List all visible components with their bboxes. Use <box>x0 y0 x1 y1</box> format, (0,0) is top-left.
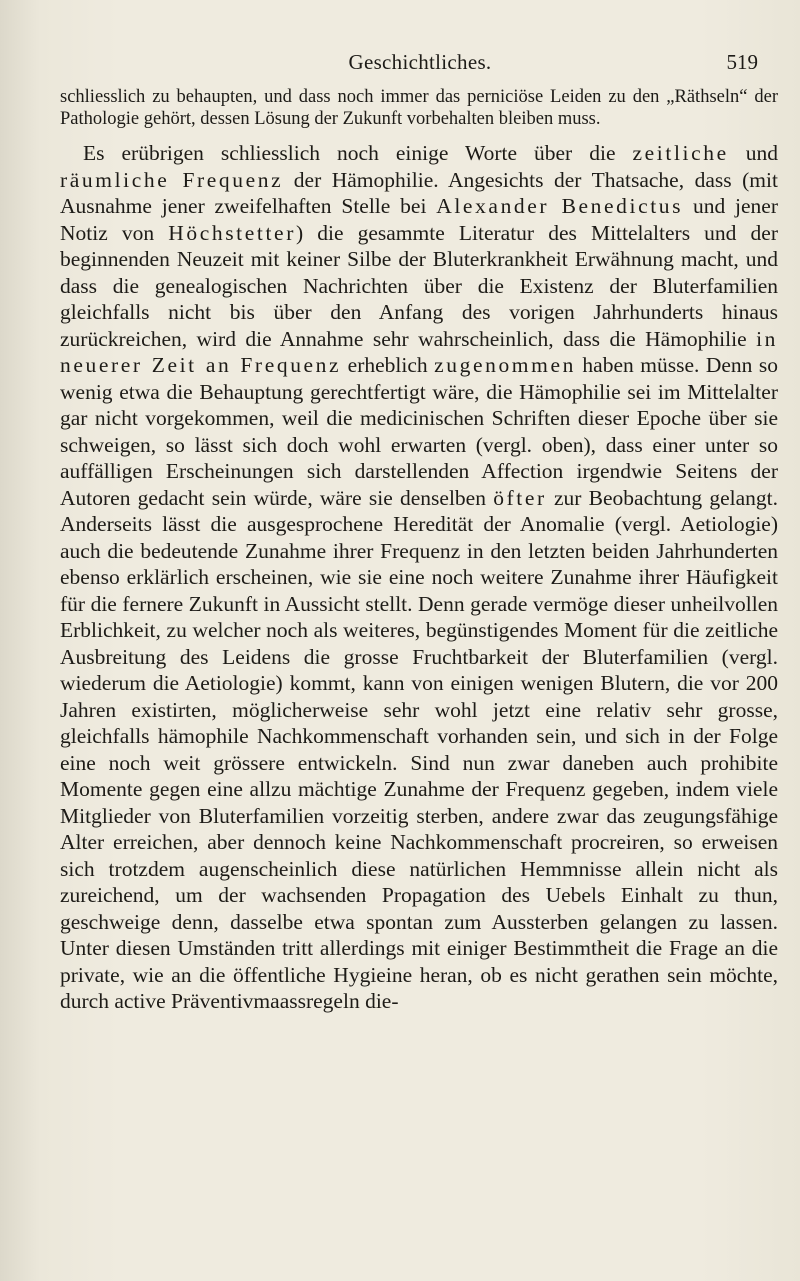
text-run: der Hämophilie. Angesichts der Thatsache, dass (mit Ausnahme jener zweifelhaften Stelle bei <box>60 167 778 218</box>
emphasis-spaced: in neuerer Zeit an Frequenz <box>60 326 778 377</box>
text-run: haben müsse. Denn so wenig etwa die Behauptung gerechtfertigt wäre, die Hämophilie sei im Mittelalter gar nicht vorgekommen, weil die medicinischen Schriften dieser Epoche über sie schweigen, so lässt sich doch wohl erwarten (vergl. oben), dass einer unter so auffälligen Erscheinungen sich darstellenden Affection irgendwie Seitens der Autoren gedacht sein würde, wäre sie denselben <box>60 353 778 510</box>
page-header <box>60 50 780 80</box>
emphasis-spaced: räumliche Frequenz <box>60 167 284 192</box>
body-text <box>60 86 778 1015</box>
emphasis-spaced: öfter <box>493 485 547 510</box>
text-run: Es erübrigen schliesslich noch einige Worte über die <box>83 141 633 165</box>
emphasis-spaced: zugenommen <box>434 353 576 377</box>
author-name: Höchstetter <box>168 220 296 245</box>
paragraph-continuation: schliesslich zu behaupten, und dass noch immer das perniciöse Leiden zu den „Räthseln“ der Pathologie gehört, dessen Lösung der Zukunft vorbehalten bleiben muss. <box>60 87 778 129</box>
author-name: Alexander Benedictus <box>436 194 684 218</box>
running-head: Geschichtliches. <box>348 50 492 74</box>
text-run: zur Beobachtung gelangt. Anderseits lässt die ausgesprochene Heredität der Anomalie (vergl. Aetiologie) auch die bedeutende Zunahme ihrer Frequenz in den letzten beiden Jahrhunderten ebenso erklärlich erscheinen, wie sie eine noch weitere Zunahme ihrer Häufigkeit für die fernere Zukunft in Aussicht stellt. Denn gerade vermöge dieser unheilvollen Erblichkeit, zu welcher noch als weiteres, begünstigendes Moment für die zeitliche Ausbreitung des Leidens die grosse Fruchtbarkeit der Bluterfamilien (vergl. wiederum die Aetiologie) kommt, kann von einigen wenigen Blutern, die vor 200 Jahren existirten, möglicherweise sehr wohl jetzt eine relativ sehr grosse, gleichfalls hämophile Nachkommenschaft vorhanden sein, und sich in der Folge eine noch weit grössere entwickeln. Sind nun zwar daneben auch prohibite Momente gegen eine allzu mächtige Zunahme der Frequenz gegeben, indem viele Mitglieder von Bluterfamilien vorzeitig sterben, andere zwar das zeugungsfähige Alter erreichen, aber dennoch keine Nachkommenschaft procreiren, so erweisen sich trotzdem augenscheinlich diese natürlichen Hemmnisse allein nicht als zureichend, um der wachsenden Propagation des Uebels Einhalt zu thun, geschweige denn, dasselbe etwa spontan zum Aussterben gelangen zu lassen. Unter diesen Umständen tritt allerdings mit einiger Bestimmtheit die Frage an die private, wie an die öffentliche Hygieine heran, ob es nicht gerathen sein möchte, durch active Präventivmaassregeln die- <box>60 485 778 1013</box>
text-run: und <box>728 141 778 165</box>
text-run: und jener Notiz von <box>60 194 778 245</box>
page-number: 519 <box>726 50 758 74</box>
text-run: erheblich <box>341 353 435 377</box>
paragraph-frequency <box>60 140 778 1015</box>
text-run: ) die gesammte Literatur des Mittelalters und der beginnenden Neuzeit mit keiner Silbe der Bluterkrankheit Erwähnung macht, und dass die genealogischen Nachrichten über die Existenz der Bluterfamilien gleichfalls nicht bis über den Anfang des vorigen Jahrhunderts hinaus zurückreichen, wird die Annahme sehr wahrscheinlich, dass die Hämophilie <box>60 220 778 351</box>
emphasis-spaced: zeitliche <box>632 141 729 165</box>
